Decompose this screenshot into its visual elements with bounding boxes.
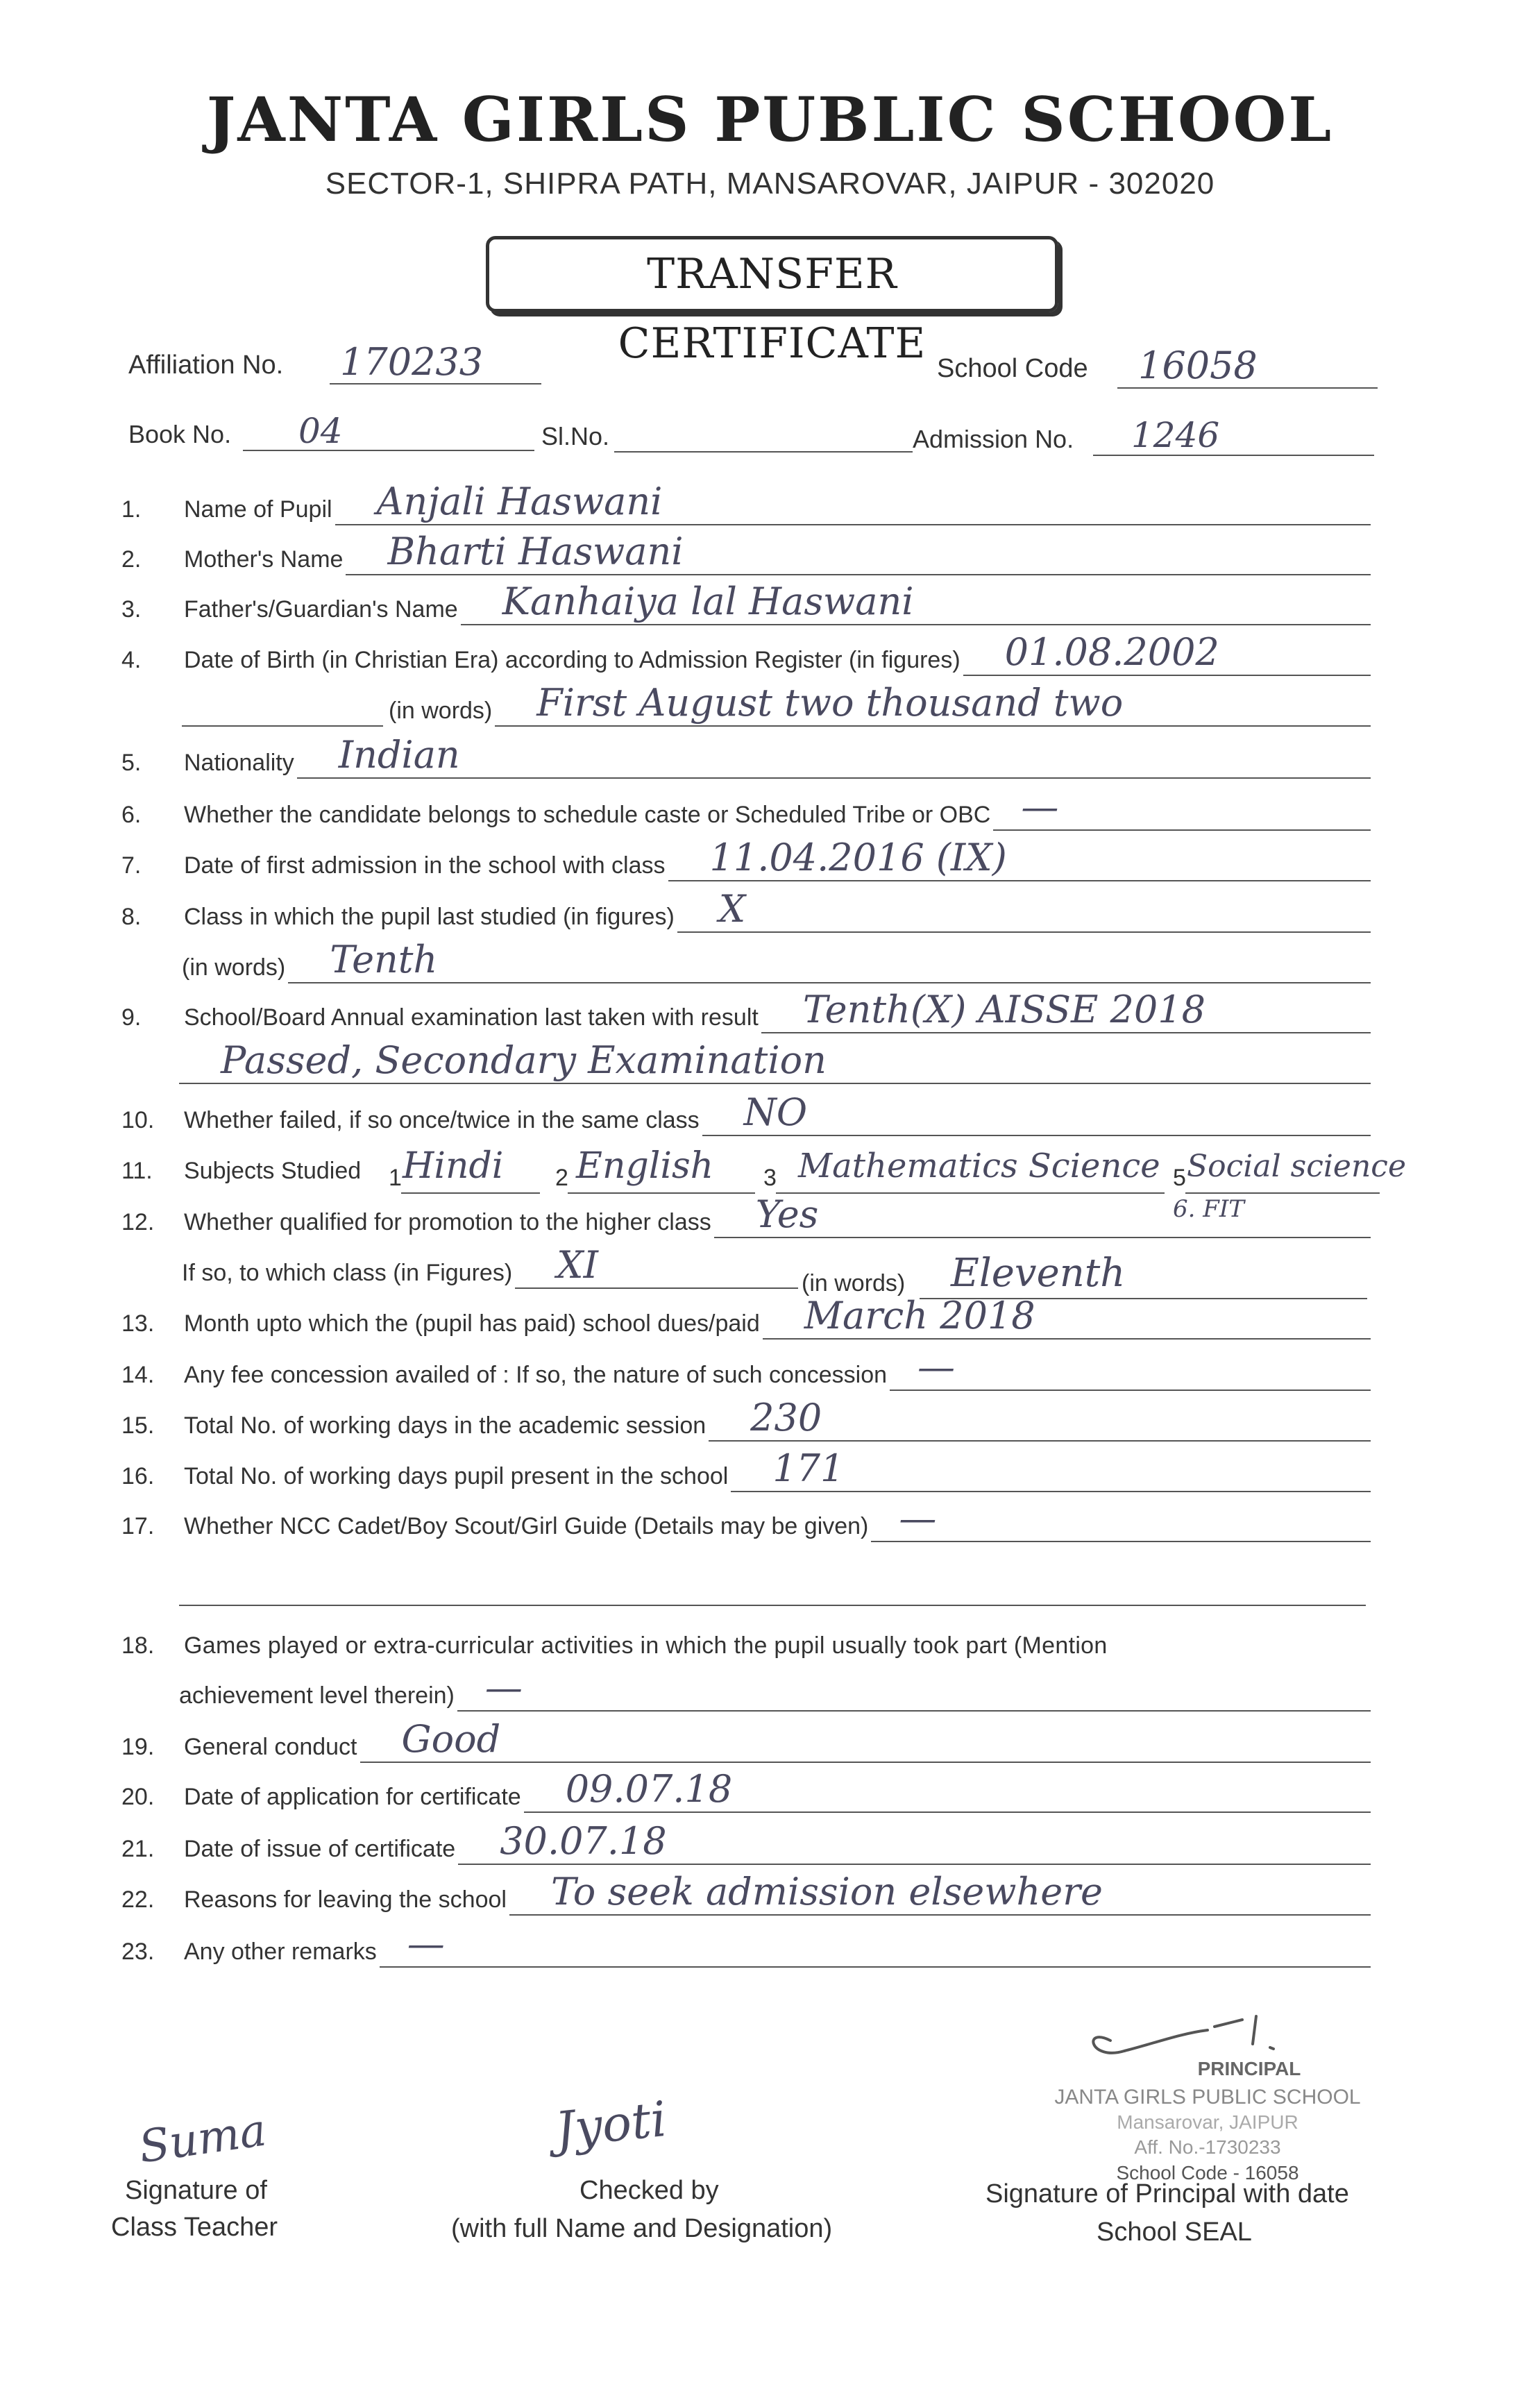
field-label: achievement level therein) <box>179 1682 455 1709</box>
ncc-details-line <box>179 1605 1366 1606</box>
field-line <box>871 1541 1371 1542</box>
field-number: 7. <box>121 852 142 879</box>
field-number: 18. <box>121 1632 155 1659</box>
field-value: First August two thousand two <box>536 681 1124 725</box>
field-line <box>709 1440 1371 1442</box>
field-value: 230 <box>750 1396 822 1439</box>
field-number: 5. <box>121 750 142 776</box>
sl-no-line <box>614 451 913 453</box>
promotion-words-value: Eleventh <box>951 1251 1126 1296</box>
book-no-value: 04 <box>298 411 343 451</box>
subject-1-line <box>401 1192 540 1194</box>
seal-line-2: JANTA GIRLS PUBLIC SCHOOL <box>1054 2086 1361 2109</box>
field-value: Passed, Secondary Examination <box>221 1038 827 1082</box>
field-line <box>963 675 1371 676</box>
field-line <box>763 1338 1371 1340</box>
field-label: Date of issue of certificate <box>184 1836 456 1862</box>
field-label: (in words) <box>389 698 493 724</box>
field-label: Mother's Name <box>184 546 344 573</box>
field-value: Indian <box>338 733 460 777</box>
field-label: Games played or extra-curricular activities in which the pupil usually took part (Mention <box>184 1632 1108 1659</box>
field-number: 8. <box>121 904 142 930</box>
field-value: 09.07.18 <box>565 1767 733 1811</box>
field-line <box>461 624 1371 625</box>
field-value: — <box>917 1345 956 1389</box>
field-label: Any other remarks <box>184 1938 377 1965</box>
field-number: 3. <box>121 596 142 623</box>
field-number: 6. <box>121 802 142 828</box>
field-line <box>457 1710 1371 1712</box>
field-value: X <box>718 887 746 931</box>
field-number: 11. <box>121 1158 153 1184</box>
field-number: 10. <box>121 1107 155 1133</box>
field-number: 21. <box>121 1836 155 1862</box>
seal-line-1: PRINCIPAL <box>1197 2058 1301 2079</box>
field-line <box>677 931 1371 933</box>
subject-6: 6. FIT <box>1173 1195 1244 1223</box>
field-line <box>731 1491 1371 1492</box>
class-teacher-signature: Suma <box>135 2104 270 2174</box>
field-value: — <box>407 1922 445 1966</box>
subject-2: English <box>576 1145 714 1187</box>
field-value: 11.04.2016 (IX) <box>709 836 1007 879</box>
field-value: Kanhaiya lal Haswani <box>502 580 914 623</box>
field-value: To seek admission elsewhere <box>550 1870 1103 1914</box>
field-number: 2. <box>121 546 142 573</box>
principal-label-2: School SEAL <box>1097 2218 1252 2247</box>
field-value: — <box>1021 785 1059 829</box>
field-number: 22. <box>121 1886 155 1913</box>
field-line <box>335 524 1371 525</box>
school-address: SECTOR-1, SHIPRA PATH, MANSAROVAR, JAIPUR - 302020 <box>325 167 1215 201</box>
promotion-words-line <box>920 1298 1367 1299</box>
school-code-label: School Code <box>937 354 1088 383</box>
field-value: 01.08.2002 <box>1004 630 1219 674</box>
subject-5: Social science <box>1187 1149 1406 1184</box>
field-label: Total No. of working days in the academic session <box>184 1412 706 1439</box>
field-line <box>761 1032 1371 1033</box>
field-label: Whether qualified for promotion to the higher class <box>184 1209 711 1235</box>
field-value: 30.07.18 <box>500 1819 667 1863</box>
school-name: JANTA GIRLS PUBLIC SCHOOL <box>206 83 1334 155</box>
teacher-label-1: Signature of <box>125 2176 267 2205</box>
affiliation-value: 170233 <box>340 340 484 384</box>
certificate-title: TRANSFER CERTIFICATE <box>618 250 926 368</box>
field-value: March 2018 <box>804 1294 1035 1337</box>
field-value: Good <box>401 1717 501 1761</box>
teacher-label-2: Class Teacher <box>111 2213 278 2242</box>
field-value: Bharti Haswani <box>387 530 684 573</box>
field-label: Name of Pupil <box>184 496 332 523</box>
field-label: If so, to which class (in Figures) <box>182 1260 513 1286</box>
field-label: School/Board Annual examination last taken with result <box>184 1004 759 1031</box>
subject-1-num: 1 <box>389 1165 402 1191</box>
field-value: 171 <box>772 1446 845 1490</box>
field-value: Anjali Haswani <box>376 480 663 523</box>
field-label: Class in which the pupil last studied (in figures) <box>184 904 675 930</box>
principal-label-1: Signature of Principal with date <box>985 2179 1349 2208</box>
field-value: XI <box>557 1243 598 1287</box>
field-value: — <box>899 1496 937 1540</box>
subject-3-line <box>776 1192 1165 1194</box>
field-line <box>360 1762 1371 1763</box>
field-label: Whether failed, if so once/twice in the same class <box>184 1107 700 1133</box>
field-number: 9. <box>121 1004 142 1031</box>
field-number: 19. <box>121 1734 155 1760</box>
field-number: 4. <box>121 647 142 673</box>
school-code-line <box>1117 387 1378 389</box>
field-line <box>346 574 1371 575</box>
field-label: Date of first admission in the school with class <box>184 852 666 879</box>
field-line <box>702 1135 1371 1136</box>
field-label: Any fee concession availed of : If so, the nature of such concession <box>184 1362 888 1388</box>
field-label: Nationality <box>184 750 294 776</box>
field-label: Date of Birth (in Christian Era) according to Admission Register (in figures) <box>184 647 961 673</box>
book-no-line <box>243 450 534 451</box>
field-line <box>458 1864 1371 1865</box>
subject-2-line <box>568 1192 755 1194</box>
field-label: Father's/Guardian's Name <box>184 596 458 623</box>
field-number: 1. <box>121 496 142 523</box>
field-number: 16. <box>121 1463 155 1489</box>
field-label: Total No. of working days pupil present in the school <box>184 1463 729 1489</box>
field-value: — <box>484 1666 523 1709</box>
field-line <box>668 880 1371 881</box>
field-line <box>993 829 1371 831</box>
subject-5-num: 5 <box>1173 1165 1186 1191</box>
field-line <box>515 1287 798 1289</box>
admission-no-label: Admission No. <box>913 425 1074 453</box>
field-line <box>509 1914 1371 1916</box>
seal-line-4: Aff. No.-1730233 <box>1134 2136 1281 2158</box>
field-line <box>495 725 1371 727</box>
field-number: 14. <box>121 1362 155 1388</box>
school-code-value: 16058 <box>1138 344 1258 387</box>
field-label: Month upto which the (pupil has paid) school dues/paid <box>184 1310 760 1337</box>
field-line <box>890 1390 1371 1391</box>
admission-no-value: 1246 <box>1131 415 1220 455</box>
field-label: Date of application for certificate <box>184 1784 521 1810</box>
field-label: Reasons for leaving the school <box>184 1886 507 1913</box>
field-number: 20. <box>121 1784 155 1810</box>
subject-1: Hindi <box>403 1145 504 1187</box>
field-line <box>182 725 383 727</box>
field-line <box>297 777 1371 779</box>
checked-label-2: (with full Name and Designation) <box>451 2214 833 2243</box>
field-line <box>179 1083 1371 1084</box>
subject-5-line <box>1185 1192 1380 1194</box>
field-number: 17. <box>121 1513 155 1539</box>
field-number: 13. <box>121 1310 155 1337</box>
field-label: Whether the candidate belongs to schedule caste or Scheduled Tribe or OBC <box>184 802 991 828</box>
sl-no-label: Sl.No. <box>541 422 610 450</box>
field-line <box>288 982 1371 983</box>
subject-3: Mathematics Science <box>798 1147 1160 1185</box>
checked-label-1: Checked by <box>579 2176 719 2205</box>
affiliation-label: Affiliation No. <box>128 350 284 380</box>
subject-2-num: 2 <box>555 1165 568 1191</box>
field-label: Subjects Studied <box>184 1158 362 1184</box>
field-line <box>380 1966 1371 1968</box>
field-value: NO <box>743 1090 808 1134</box>
subject-3-num: 3 <box>763 1165 777 1191</box>
field-label: General conduct <box>184 1734 357 1760</box>
promotion-words-label: (in words) <box>802 1270 906 1296</box>
field-number: 15. <box>121 1412 155 1439</box>
seal-line-3: Mansarovar, JAIPUR <box>1117 2111 1298 2133</box>
field-number: 23. <box>121 1938 155 1965</box>
seal-line-5: School Code - 16058 <box>1116 2162 1299 2184</box>
field-value: Yes <box>755 1192 819 1236</box>
certificate-title-box <box>486 236 1058 368</box>
field-label: (in words) <box>182 954 286 981</box>
field-number: 12. <box>121 1209 155 1235</box>
book-no-label: Book No. <box>128 420 232 448</box>
field-line <box>714 1237 1371 1238</box>
field-label: Whether NCC Cadet/Boy Scout/Girl Guide (Details may be given) <box>184 1513 869 1539</box>
field-line <box>524 1811 1371 1813</box>
field-value: Tenth(X) AISSE 2018 <box>802 988 1205 1031</box>
field-value: Tenth <box>330 938 438 981</box>
checked-by-signature: Jyoti <box>552 2090 670 2159</box>
